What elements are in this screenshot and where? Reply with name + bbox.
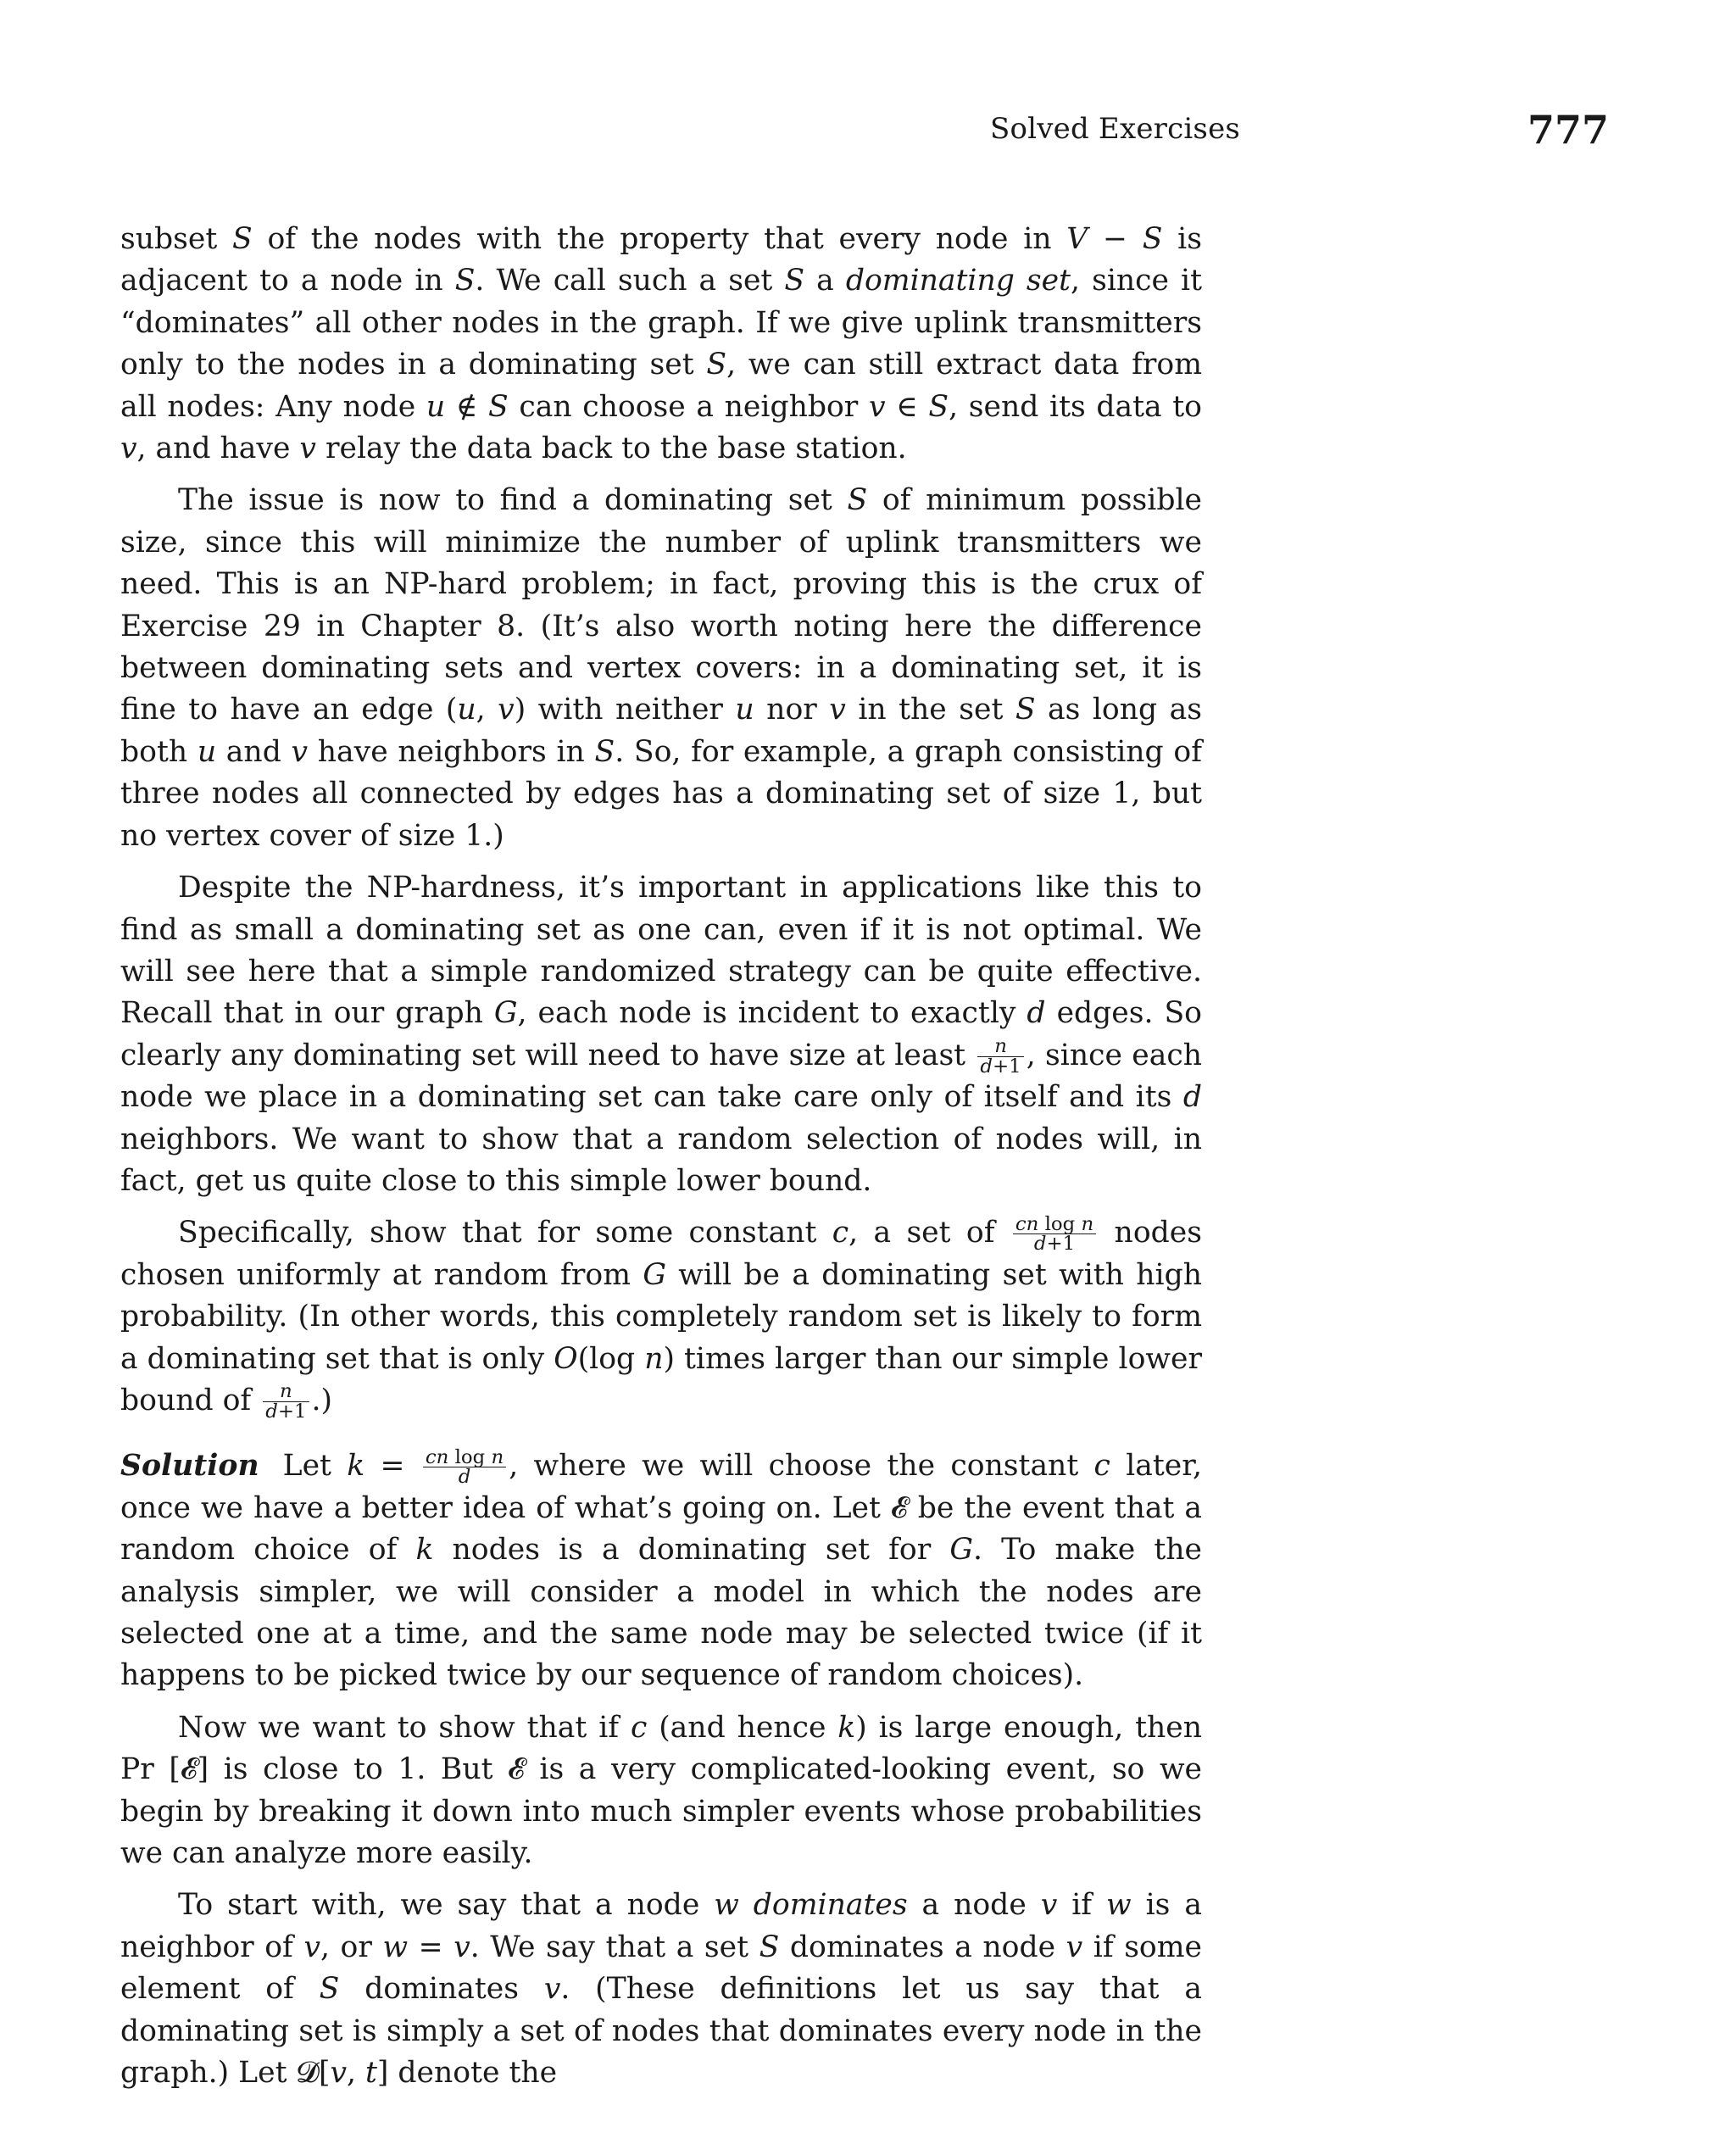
paragraph-dominates-definition: To start with, we say that a node w dominates a node v if w is a neighbor of v, or w = v. We say that a set S dominates a node v if some element of S dominates v. (These definitions let us say that a dominating set is simply a set of nodes that dominates every node in the graph.) Let 𝓓[v, t] denote the <box>120 1888 1203 2091</box>
paragraph-randomized-strategy: Despite the NP-hardness, it’s important in applications like this to find as small a dominating set as one can, even if it is not optimal. We will see here that a simple randomized strategy can be quite effective. Recall that in our graph G, each node is incident to exactly d edges. So clearly any dominating set will need to have size at least $\frac{n}{d+1}$ , since each node we place in a dominating set can take care only of itself and its d neighbors. We want to show that a random selection of nodes will, in fact, get us quite close to this simple lower bound. <box>120 871 1203 1198</box>
paragraph-np-hard: The issue is now to find a dominating set S of minimum possible size, since this will minimize the number of uplink transmitters we need. This is an NP-hard problem; in fact, proving this is the crux of Exercise 29 in Chapter 8. (It’s also worth noting here the difference between dominating sets and vertex covers: in a dominating set, it is fine to have an edge (u, v) with neither u nor v in the set S as long as both u and v have neighbors in S. So, for example, a graph consisting of three nodes all connected by edges has a dominating set of size 1, but no vertex cover of size 1.) <box>120 483 1202 853</box>
solution-label: Solution <box>120 1449 259 1484</box>
body-text <box>120 219 1202 2104</box>
paragraph-solution <box>120 1445 1202 1696</box>
paragraph-continuation: subset S of the nodes with the property that every node in V − S is adjacent to a node in S. We call such a set S a dominating set, since it “dominates” all other nodes in the graph. If we give uplink transmitters only to the nodes in a dominating set S, we can still extract data from all nodes: Any node u ∉ S can choose a neighbor v ∈ S, send its data to v, and have v relay the data back to the base station. <box>120 222 1202 466</box>
running-head: Solved Exercises <box>990 112 1241 146</box>
paragraph-exercise-statement: Specifically, show that for some constant c, a set of $\frac{\text{cn log n}}{d+1}$ nodes chosen uniformly at random from G will be a dominating set with high probability. (In other words, this completely random set is likely to form a dominating set that is only O(log n) times larger than our simple lower bound of $\frac{n}{d+1}$ .) <box>120 1212 1202 1423</box>
paragraph-breaking-down: Now we want to show that if c (and hence k) is large enough, then Pr [𝓔] is close to 1. But 𝓔 is a very complicated-looking event, so we begin by breaking it down into much simpler events whose probabilities we can analyze more easily. <box>120 1710 1202 1871</box>
solution-text: Let k = $\frac{\text{cn log n}}{d}$ , where we will choose the constant c later, once we have a better idea of what’s going on. Let 𝓔 be the event that a random choice of k nodes is a dominating set for G. To make the analysis simpler, we will consider a model in which the nodes are selected one at a time, and the same node may be selected twice (if it happens to be picked twice by our sequence of random choices). <box>120 1445 1202 1693</box>
page-number: 777 <box>1527 107 1609 153</box>
